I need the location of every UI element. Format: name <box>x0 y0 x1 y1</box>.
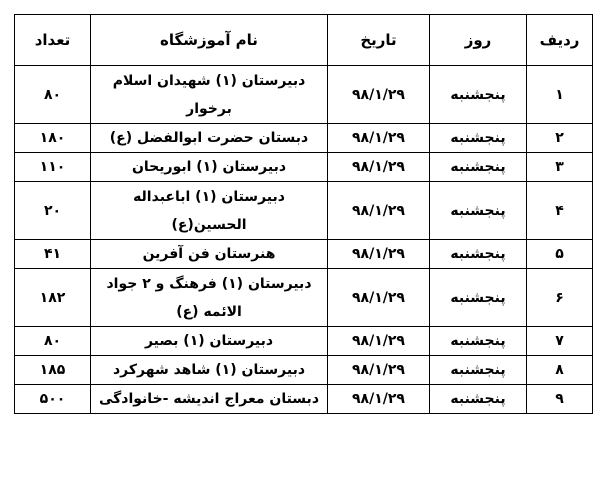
row-number-cell: ۳ <box>527 153 593 182</box>
school-name-cell: دبستان حضرت ابوالفضل (ع) <box>91 124 328 153</box>
date-cell: ۹۸/۱/۲۹ <box>328 385 430 414</box>
row-number-cell: ۱ <box>527 66 593 124</box>
day-cell: پنجشنبه <box>430 385 527 414</box>
school-name-cell: دبیرستان (۱) شهیدان اسلام برخوار <box>91 66 328 124</box>
table-body <box>15 66 593 414</box>
day-cell: پنجشنبه <box>430 269 527 327</box>
school-schedule-table <box>14 14 593 414</box>
row-number-cell: ۲ <box>527 124 593 153</box>
date-cell: ۹۸/۱/۲۹ <box>328 124 430 153</box>
table-row <box>15 153 593 182</box>
row-number-cell: ۸ <box>527 356 593 385</box>
table-row <box>15 327 593 356</box>
school-name-cell: دبیرستان (۱) شاهد شهرکرد <box>91 356 328 385</box>
count-cell: ۵۰۰ <box>15 385 91 414</box>
count-cell: ۸۰ <box>15 327 91 356</box>
school-name-cell: دبیرستان (۱) فرهنگ و ۲ جواد الائمه (ع) <box>91 269 328 327</box>
day-cell: پنجشنبه <box>430 124 527 153</box>
row-number-cell: ۷ <box>527 327 593 356</box>
count-cell: ۱۱۰ <box>15 153 91 182</box>
date-cell: ۹۸/۱/۲۹ <box>328 66 430 124</box>
date-cell: ۹۸/۱/۲۹ <box>328 240 430 269</box>
row-number-cell: ۶ <box>527 269 593 327</box>
table-header <box>15 15 593 66</box>
date-cell: ۹۸/۱/۲۹ <box>328 182 430 240</box>
header-school-name: نام آموزشگاه <box>91 15 328 66</box>
day-cell: پنجشنبه <box>430 327 527 356</box>
header-row <box>15 15 593 66</box>
day-cell: پنجشنبه <box>430 240 527 269</box>
count-cell: ۱۸۵ <box>15 356 91 385</box>
table-row <box>15 356 593 385</box>
table-row <box>15 182 593 240</box>
day-cell: پنجشنبه <box>430 66 527 124</box>
school-name-cell: دبستان معراج اندیشه -خانوادگی <box>91 385 328 414</box>
school-name-cell: دبیرستان (۱) ابوریحان <box>91 153 328 182</box>
table-row <box>15 240 593 269</box>
count-cell: ۴۱ <box>15 240 91 269</box>
header-date: تاریخ <box>328 15 430 66</box>
header-day: روز <box>430 15 527 66</box>
count-cell: ۱۸۲ <box>15 269 91 327</box>
count-cell: ۲۰ <box>15 182 91 240</box>
table-row <box>15 269 593 327</box>
row-number-cell: ۹ <box>527 385 593 414</box>
day-cell: پنجشنبه <box>430 182 527 240</box>
day-cell: پنجشنبه <box>430 153 527 182</box>
school-name-cell: هنرستان فن آفرین <box>91 240 328 269</box>
table-row <box>15 385 593 414</box>
table-row <box>15 66 593 124</box>
day-cell: پنجشنبه <box>430 356 527 385</box>
school-name-cell: دبیرستان (۱) اباعبداله الحسین(ع) <box>91 182 328 240</box>
school-name-cell: دبیرستان (۱) بصیر <box>91 327 328 356</box>
row-number-cell: ۴ <box>527 182 593 240</box>
header-count: تعداد <box>15 15 91 66</box>
date-cell: ۹۸/۱/۲۹ <box>328 153 430 182</box>
count-cell: ۸۰ <box>15 66 91 124</box>
date-cell: ۹۸/۱/۲۹ <box>328 327 430 356</box>
table-row <box>15 124 593 153</box>
header-row-number: ردیف <box>527 15 593 66</box>
row-number-cell: ۵ <box>527 240 593 269</box>
date-cell: ۹۸/۱/۲۹ <box>328 269 430 327</box>
count-cell: ۱۸۰ <box>15 124 91 153</box>
date-cell: ۹۸/۱/۲۹ <box>328 356 430 385</box>
